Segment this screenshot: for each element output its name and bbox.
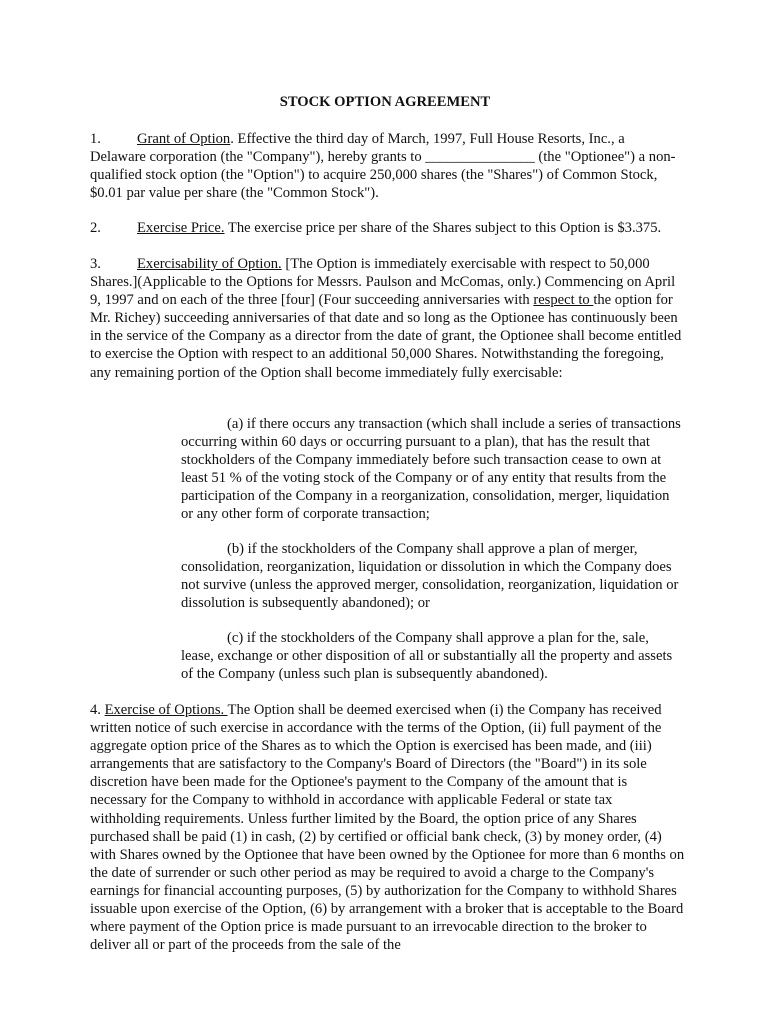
subsection-c: [181, 629, 681, 683]
section-3-heading: Exercisability of Option.: [137, 256, 282, 272]
subsection-b: [181, 540, 681, 612]
document-title: STOCK OPTION AGREEMENT: [279, 94, 491, 110]
section-2-heading: Exercise Price.: [137, 220, 225, 236]
subsection-b-text: (b) if the stockholders of the Company shall approve a plan of merger, consolidation, reorganization, liquidation or dissolution in which the Company does not survive (unless the approved merger, consolidation, reorganization, liquidation or dissolution is subsequently abandoned); or: [181, 541, 679, 612]
subsection-a: [181, 415, 681, 524]
section-3-text-a: [The Option is immediately exercisable with respect to 50,000 Shares.](Applicable to the Options for Messrs. Paulson and McComas, only.) Commencing on April 9, 1997 and on each of the three [four] (Four succeeding anniversaries with: [90, 256, 676, 309]
subsection-a-text: (a) if there occurs any transaction (which shall include a series of transactions occurring within 60 days or occurring pursuant to a plan), that has the result that stockholders of the Company immediately before such transaction cease to own at least 51 % of the voting stock of the Company or of any entity that results from the participation of the Company in a reorganization, consolidation, merger, liquidation or any other form of corporate transaction;: [181, 416, 681, 523]
section-3-number: 3.: [90, 256, 101, 272]
section-1-number: 1.: [90, 131, 101, 147]
section-4-number: 4.: [90, 702, 105, 718]
subsection-c-text: (c) if the stockholders of the Company shall approve a plan for the, sale, lease, exchange or other disposition of all or substantially all the property and assets of the Company (unless such plan is subsequently abandoned).: [181, 630, 673, 683]
section-1: [90, 130, 684, 202]
section-1-text: . Effective the third day of March, 1997, Full House Resorts, Inc., a Delaware corporation (the "Company"), hereby grants to _______________ (the "Optionee") a non-qualified stock option (the "Option") to acquire 250,000 shares (the "Shares") of Common Stock, $0.01 par value per share (the "Common Stock").: [90, 131, 676, 202]
section-4-heading: Exercise of Options.: [104, 702, 228, 718]
section-4: [90, 701, 686, 954]
section-2: [90, 219, 684, 237]
section-1-heading: Grant of Option: [137, 131, 231, 147]
section-3-underlined: respect to: [533, 292, 594, 309]
section-3: [90, 255, 684, 382]
section-2-text: The exercise price per share of the Shares subject to this Option is $3.375.: [224, 220, 662, 236]
section-2-number: 2.: [90, 220, 101, 236]
section-4-text: The Option shall be deemed exercised when (i) the Company has received written notice of such exercise in accordance with the terms of the Option, (ii) full payment of the aggregate option price of the Shares as to which the Option is exercised has been made, and (iii) arrangements that are satisfactory to the Company's Board of Directors (the "Board") in its sole discretion have been made for the Optionee's payment to the Company of the amount that is necessary for the Company to withhold in accordance with applicable Federal or state tax withholding requirements. Unless further limited by the Board, the option price of any Shares purchased shall be paid (1) in cash, (2) by certified or official bank check, (3) by money order, (4) with Shares owned by the Optionee that have been owned by the Optionee for more than 6 months on the date of surrender or such other period as may be required to avoid a charge to the Company's earnings for financial accounting purposes, (5) by authorization for the Company to withhold Shares issuable upon exercise of the Option, (6) by arrangement with a broker that is acceptable to the Board where payment of the Option price is made pursuant to an irrevocable direction to the broker to deliver all or part of the proceeds from the sale of the: [90, 702, 685, 954]
section-3-text-b: the option for Mr. Richey) succeeding anniversaries of that date and so long as the Optionee has continuously been in the service of the Company as a director from the date of grant, the Optionee shall become entitled to exercise the Option with respect to an additional 50,000 Shares. Notwithstanding the foregoing, any remaining portion of the Option shall become immediately fully exercisable:: [90, 292, 682, 381]
